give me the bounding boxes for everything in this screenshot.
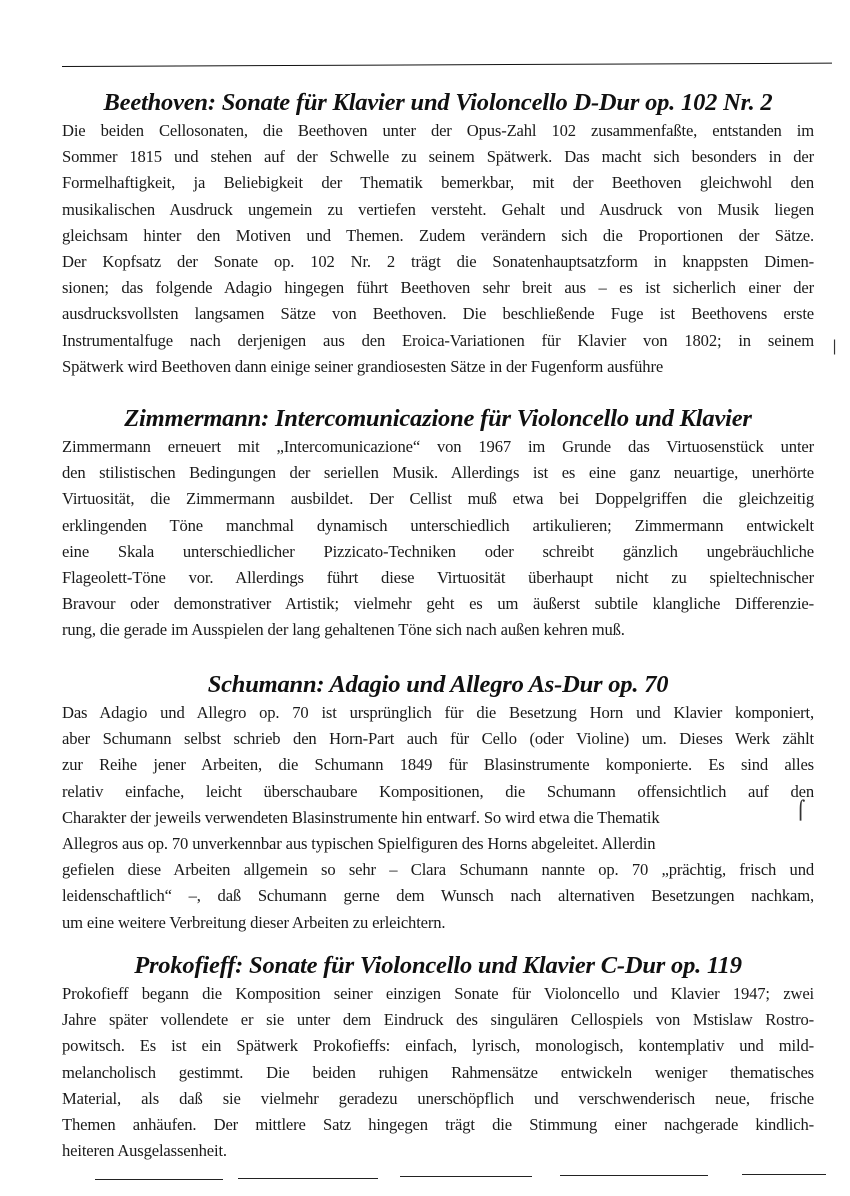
section-paragraph: [62, 434, 814, 644]
bottom-rules: [0, 1174, 850, 1184]
bottom-rule: [560, 1175, 708, 1176]
text-line: Bravour oder demonstrativer Artistik; vielmehr geht es um äußerst subtile klangliche Differenzie-: [62, 594, 814, 614]
bottom-rule: [95, 1179, 223, 1180]
text-line: Zimmermann erneuert mit „Intercomunicazione“ von 1967 im Grunde das Virtuosenstück unter: [62, 437, 814, 456]
text-line: aber Schumann selbst schrieb den Horn-Part auch für Cello (oder Violine) um. Dieses Werk zählt: [62, 729, 814, 749]
text-line: eine Skala unterschiedlicher Pizzicato-Techniken oder schreibt gänzlich ungebräuchliche: [62, 541, 814, 561]
bottom-rule: [400, 1176, 532, 1177]
text-line: leidenschaftlich“ –, daß Schumann gerne dem Wunsch nach alternativen Besetzungen nachkam,: [62, 886, 814, 906]
bottom-rule: [742, 1174, 826, 1175]
section-paragraph: [62, 981, 814, 1164]
text-line: sionen; das folgende Adagio hingegen führt Beethoven sehr breit aus – es ist sicherlich einer der: [62, 278, 814, 298]
text-line: musikalischen Ausdruck ungemein zu vertiefen versteht. Gehalt und Ausdruck von Musik liegen: [62, 199, 814, 219]
text-line: Charakter der jeweils verwendeten Blasinstrumente hin entwarf. So wird etwa die Thematik: [62, 807, 660, 827]
top-rule: [62, 63, 832, 67]
section-beethoven: [62, 88, 814, 380]
text-line: Material, als daß sie vielmehr geradezu unerschöpflich und verschwenderisch neue, frische: [62, 1088, 814, 1108]
section-paragraph: [62, 700, 814, 936]
text-line: um eine weitere Verbreitung dieser Arbeiten zu erleichtern.: [62, 912, 446, 932]
text-line: zur Reihe jener Arbeiten, die Schumann 1849 für Blasinstrumente komponierte. Es sind alles: [62, 755, 814, 775]
text-line: Das Adagio und Allegro op. 70 ist ursprünglich für die Besetzung Horn und Klavier komponiert,: [62, 703, 814, 722]
margin-mark: ⌠: [796, 800, 806, 821]
section-paragraph: [62, 118, 814, 380]
text-line: ausdrucksvollsten langsamen Sätze von Beethoven. Die beschließende Fuge ist Beethovens erste: [62, 304, 814, 324]
text-line: Virtuosität, die Zimmermann ausbildet. Der Cellist muß etwa bei Doppelgriffen die gleichzeitig: [62, 489, 814, 509]
text-line: gleichsam hinter den Motiven und Themen. Zudem verändern sich die Proportionen der Sätze.: [62, 225, 814, 245]
text-line: relativ einfache, leicht überschaubare Kompositionen, die Schumann offensichtlich auf den: [62, 781, 814, 801]
text-line: Themen anhäufen. Der mittlere Satz hingegen trägt die Stimmung einer nachgerade kindlich-: [62, 1115, 814, 1135]
section-prokofieff: [62, 951, 814, 1164]
text-line: heiteren Ausgelassenheit.: [62, 1141, 227, 1161]
text-line: Instrumentalfuge nach derjenigen aus den Eroica-Variationen für Klavier von 1802; in seinem: [62, 330, 814, 350]
text-line: powitsch. Es ist ein Spätwerk Prokofieffs: einfach, lyrisch, monologisch, kontemplativ und mild-: [62, 1036, 814, 1056]
bottom-rule: [238, 1178, 378, 1179]
text-line: Spätwerk wird Beethoven dann einige seiner grandiosesten Sätze in der Fugenform ausführe: [62, 356, 664, 376]
text-line: Jahre später vollendete er sie unter dem Eindruck des singulären Cellospiels von Mstislaw Rostro-: [62, 1010, 814, 1030]
section-heading: Schumann: Adagio und Allegro As-Dur op. 70: [207, 671, 669, 698]
section-schumann: [62, 670, 814, 936]
text-line: rung, die gerade im Ausspielen der lang gehaltenen Töne sich nach außen kehren muß.: [62, 620, 625, 640]
text-line: Sommer 1815 und stehen auf der Schwelle zu seinem Spätwerk. Das macht sich besonders in der: [62, 147, 814, 167]
text-line: Die beiden Cellosonaten, die Beethoven unter der Opus-Zahl 102 zusammenfaßte, entstanden im: [62, 121, 814, 140]
section-heading: Prokofieff: Sonate für Violoncello und Klavier C-Dur op. 119: [134, 952, 742, 979]
text-line: Flageolett-Töne vor. Allerdings führt diese Virtuosität überhaupt nicht zu spieltechnischer: [62, 568, 814, 588]
margin-mark: |: [832, 337, 838, 355]
text-line: Allegros aus op. 70 unverkennbar aus typischen Spielfiguren des Horns abgeleitet. Allerdin: [62, 834, 656, 854]
text-line: Der Kopfsatz der Sonate op. 102 Nr. 2 trägt die Sonatenhauptsatzform in knappsten Dimen-: [62, 252, 814, 272]
section-heading: Beethoven: Sonate für Klavier und Violoncello D-Dur op. 102 Nr. 2: [103, 89, 773, 116]
text-line: gefielen diese Arbeiten allgemein so sehr – Clara Schumann nannte op. 70 „prächtig, frisch und: [62, 860, 814, 880]
section-zimmermann: [62, 404, 814, 644]
text-line: melancholisch gestimmt. Die beiden ruhigen Rahmensätze entwickeln weniger thematisches: [62, 1062, 814, 1082]
text-line: Formelhaftigkeit, ja Beliebigkeit der Thematik bemerkbar, mit der Beethoven gleichwohl den: [62, 173, 814, 193]
text-line: Prokofieff begann die Komposition seiner einzigen Sonate für Violoncello und Klavier 1947; zwei: [62, 984, 814, 1003]
section-heading: Zimmermann: Intercomunicazione für Violoncello und Klavier: [124, 405, 752, 432]
text-line: erklingenden Töne manchmal dynamisch unterschiedlich artikulieren; Zimmermann entwickelt: [62, 515, 814, 535]
text-line: den stilistischen Bedingungen der seriellen Musik. Allerdings ist es eine ganz neuartige, unerhörte: [62, 463, 814, 483]
